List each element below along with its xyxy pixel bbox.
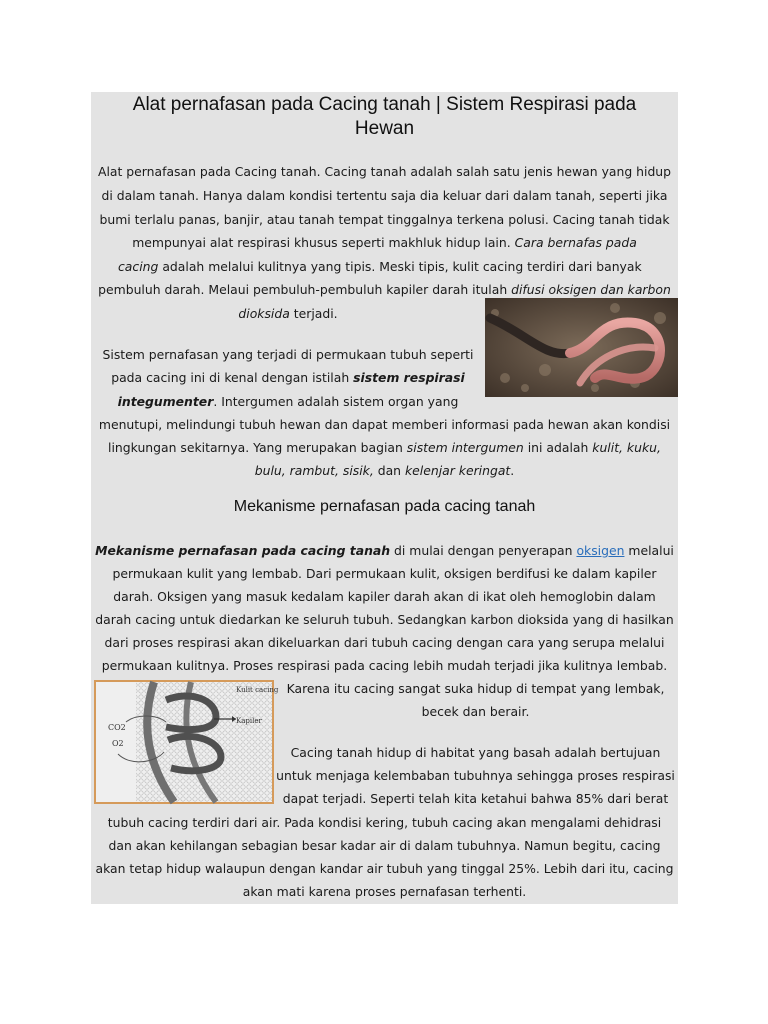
p1-emphasis: difusi oksigen dan karbon	[511, 282, 671, 297]
p2-strong: integumenter	[117, 394, 214, 409]
p1-emphasis: dioksida	[238, 306, 290, 321]
p2-line: Sistem pernafasan yang terjadi di permukaan tubuh seperti	[102, 347, 474, 362]
p1-text: terjadi.	[289, 306, 338, 321]
p3-line: permukaan kulit yang lembab. Dari permukaan kulit, oksigen berdifusi ke dalam kapiler	[112, 566, 657, 581]
p1-line: Alat pernafasan pada Cacing tanah. Cacing tanah adalah salah satu jenis hewan yang hidup	[97, 164, 672, 179]
p2-emphasis: bulu, rambut, sisik,	[254, 463, 374, 478]
earthworm-photo	[485, 298, 678, 397]
p2-line	[91, 370, 485, 386]
p4-line: untuk menjaga kelembaban tubuhnya sehingga proses respirasi	[276, 768, 675, 783]
p2-emphasis: sistem intergumen	[406, 440, 524, 455]
p4-line: tubuh cacing terdiri dari air. Pada kondisi kering, tubuh cacing akan mengalami dehidrasi	[107, 815, 662, 830]
article-title	[91, 93, 678, 141]
p3-line: dari proses respirasi akan dikeluarkan dari tubuh cacing dengan cara yang serupa melalui	[104, 635, 665, 650]
p3-line: darah cacing untuk diedarkan ke seluruh tubuh. Sedangkan karbon dioksida yang di hasilkan	[95, 612, 674, 627]
p2-text: dan	[373, 463, 405, 478]
section-heading: Mekanisme pernafasan pada cacing tanah	[233, 498, 536, 515]
capillary-illustration	[96, 682, 279, 802]
p3-line: Karena itu cacing sangat suka hidup di tempat yang lembak,	[286, 681, 665, 696]
diagram-label-skin: Kulit cacing	[236, 686, 279, 694]
p1-line	[91, 306, 485, 322]
p4-line: dapat terjadi. Seperti telah kita ketahui bahwa 85% dari berat	[282, 791, 669, 806]
p2-text: pada cacing ini di kenal dengan istilah	[111, 370, 354, 385]
p3-line: permukaan kulitnya. Proses respirasi pada cacing lebih mudah terjadi jika kulitnya lembab.	[101, 658, 668, 673]
p4-line: dan akan kehilangan sebagian besar kadar air di dalam tubuhnya. Namun begitu, cacing	[108, 838, 661, 853]
p2-strong: sistem respirasi	[353, 370, 465, 385]
p2-text: ini adalah	[523, 440, 593, 455]
diagram-label-co2: CO2	[108, 723, 126, 732]
p3-text: di mulai dengan penyerapan	[390, 543, 577, 558]
p4-line: akan mati karena proses pernafasan terhenti.	[242, 884, 527, 899]
p2-text: lingkungan sekitarnya. Yang merupakan bagian	[108, 440, 407, 455]
p2-line	[91, 440, 678, 456]
p3-text: melalui	[624, 543, 674, 558]
article-page	[91, 92, 678, 904]
p3-line: darah. Oksigen yang masuk kedalam kapiler darah akan di ikat oleh hemoglobin dalam	[113, 589, 656, 604]
p1-line: bumi terlalu panas, banjir, atau tanah tempat tinggalnya terkena polusi. Cacing tanah tidak	[99, 212, 670, 227]
p1-text: adalah melalui kulitnya yang tipis. Meski tipis, kulit cacing terdiri dari banyak	[158, 259, 642, 274]
p1-line: di dalam tanah. Hanya dalam kondisi tertentu saja dia keluar dari dalam tanah, seperti jika	[101, 188, 668, 203]
oksigen-link[interactable]: oksigen	[576, 543, 625, 558]
p2-line	[91, 394, 485, 410]
p2-emphasis: kelenjar keringat	[404, 463, 511, 478]
title-line-1: Alat pernafasan pada Cacing tanah | Sistem Respirasi pada	[132, 94, 637, 115]
p2-line	[91, 463, 678, 479]
p1-emphasis: cacing	[118, 259, 159, 274]
p1-emphasis: Cara bernafas pada	[514, 235, 637, 250]
p4-line: Cacing tanah hidup di habitat yang basah adalah bertujuan	[290, 745, 661, 760]
p2-text: .	[510, 463, 515, 478]
p1-line	[91, 235, 678, 251]
p2-emphasis: kulit, kuku,	[592, 440, 661, 455]
p1-text: mempunyai alat respirasi khusus seperti makhluk hidup lain.	[132, 235, 511, 250]
p3-line: becek dan berair.	[421, 704, 530, 719]
p2-line: menutupi, melindungi tubuh hewan dan dapat memberi informasi pada hewan akan kondisi	[98, 417, 671, 432]
p2-text: . Intergumen adalah sistem organ yang	[213, 394, 459, 409]
p3-line	[91, 543, 678, 559]
p1-line	[91, 282, 678, 298]
title-line-2: Hewan	[354, 118, 415, 139]
capillary-diagram	[94, 680, 279, 804]
diagram-label-capillary: Kapiler	[236, 717, 262, 725]
diagram-label-o2: O2	[112, 739, 124, 748]
p4-line: akan tetap hidup walaupun dengan kandar air tubuh yang tinggal 25%. Lebih dari itu, cacing	[95, 861, 674, 876]
p3-strong: Mekanisme pernafasan pada cacing tanah	[95, 543, 391, 558]
earthworm-illustration	[485, 298, 678, 397]
p1-text: pembuluh darah. Melaui pembuluh-pembuluh kapiler darah itulah	[98, 282, 512, 297]
p1-line	[91, 259, 678, 275]
